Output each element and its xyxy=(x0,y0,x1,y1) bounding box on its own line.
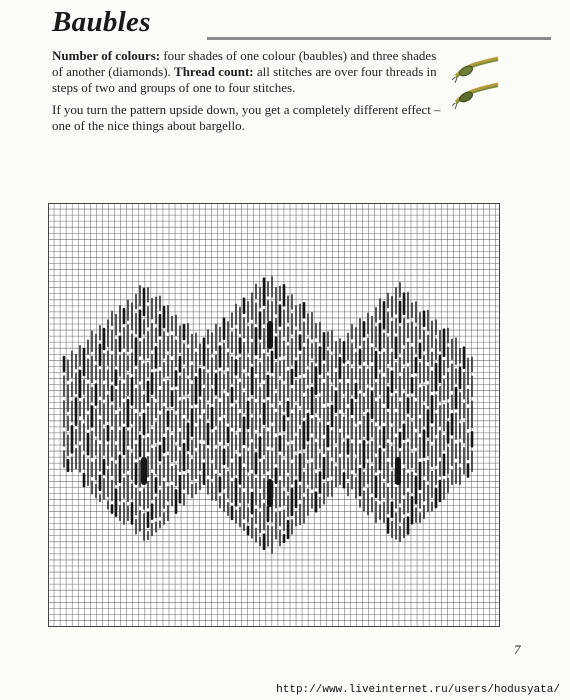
bauble-centre xyxy=(267,321,273,349)
colours-text: four shades of one colour (baubles) and three shades of another (diamonds). xyxy=(52,48,437,79)
title-rule xyxy=(207,37,551,40)
thread-skein-icon xyxy=(452,80,502,110)
thread-count-label: Thread count: xyxy=(174,64,254,79)
bauble-centre xyxy=(141,457,147,485)
pattern-note: If you turn the pattern upside down, you get a completely different effect – one of the nice things about bargello. xyxy=(52,102,441,133)
intro-paragraph xyxy=(52,48,447,96)
colours-label: Number of colours: xyxy=(52,48,161,63)
thread-count-text: all stitches are over four threads in steps of two and groups of one to four stitches. xyxy=(52,64,437,95)
bauble-centre xyxy=(267,479,273,507)
page-title: Baubles xyxy=(52,6,151,38)
bargello-chart xyxy=(48,203,500,627)
source-watermark: http://www.liveinternet.ru/users/hodusyata/ xyxy=(276,684,560,696)
bauble-centre xyxy=(395,457,401,485)
title-row xyxy=(52,6,502,46)
pattern-grid xyxy=(48,203,500,627)
page-number: 7 xyxy=(514,642,521,657)
